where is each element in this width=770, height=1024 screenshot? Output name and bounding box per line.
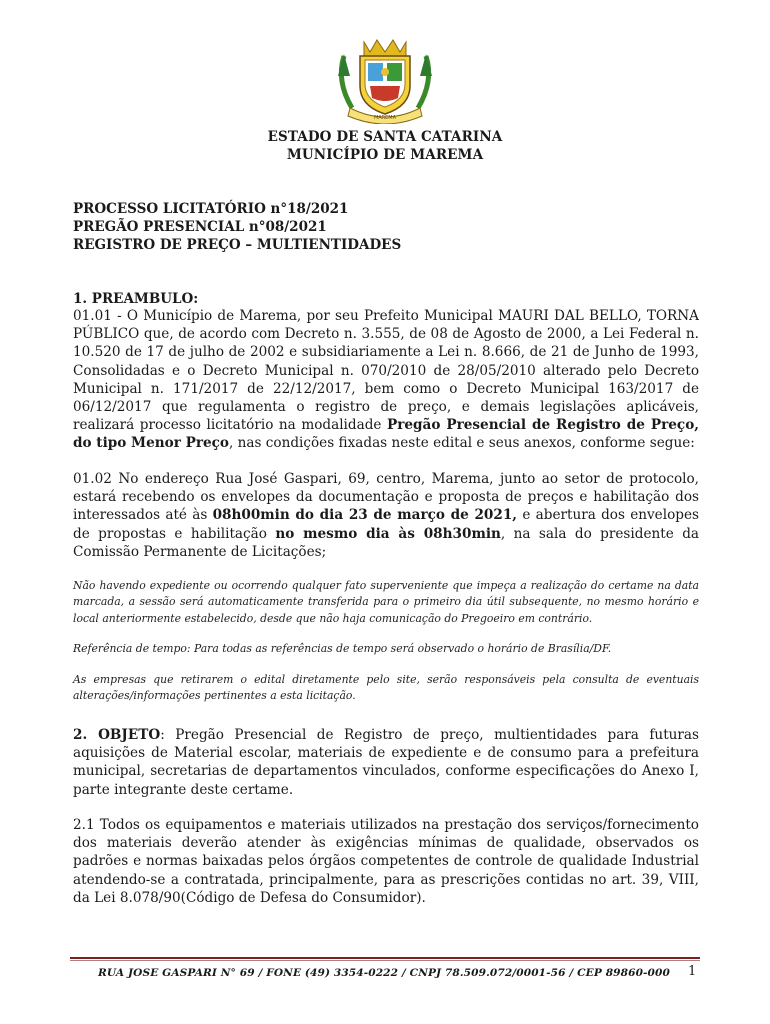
section-1-title: 1. PREAMBULO:	[73, 291, 199, 307]
municipality-heading: MUNICÍPIO DE MAREMA	[286, 147, 484, 163]
paragraph-01-02-text: 01.02 No endereço Rua José Gaspari, 69, centro, Marema, junto ao setor de protocolo, estará recebendo os envelopes da documentação e proposta de preços e habilitação dos interessados até às	[73, 471, 699, 524]
paragraph-01-01	[73, 307, 699, 453]
footer-divider	[70, 957, 700, 959]
note-no-office-hours: Não havendo expediente ou ocorrendo qualquer fato superveniente que impeça a realização do certame na data marcada, a sessão será automaticamente transferida para o primeiro dia útil subsequente, no mesmo horário e local anteriormente estabelecido, desde que não haja comunicação do Pregoeiro em contrário.	[73, 579, 699, 625]
section-2-title: 2. OBJETO	[73, 727, 161, 743]
crest-motto: MAREMA	[373, 115, 397, 121]
paragraph-01-01-text: 01.01 - O Município de Marema, por seu Prefeito Municipal MAURI DAL BELLO, TORNA PÚBLICO que, de acordo com Decreto n. 3.555, de 08 de Agosto de 2000, a Lei Federal n. 10.520 de 17 de julho de 2002 e subsidiariamente a Lei n. 8.666, de 21 de Junho de 1993, Consolidadas e o Decreto Municipal n. 070/2010 de 28/05/2010 alterado pelo Decreto Municipal n. 171/2017 de 22/12/2017, bem como o Decreto Municipal 163/2017 de 06/12/2017 que regulamenta o registro de preço, e demais legislações aplicáveis, realizará processo licitatório na modalidade	[73, 308, 699, 434]
note-time-reference: Referência de tempo: Para todas as referências de tempo será observado o horário de Brasília/DF.	[73, 642, 612, 655]
paragraph-2-1: 2.1 Todos os equipamentos e materiais utilizados na prestação dos serviços/fornecimento dos materiais deverão atender às exigências mínimas de qualidade, observados os padrões e normas baixadas pelos órgãos competentes de controle de qualidade Industrial atendendo-se a contratada, principalmente, para as prescrições contidas no art. 39, VIII, da Lei 8.078/90(Código de Defesa do Consumidor).	[73, 817, 699, 906]
paragraph-01-02-end: , na sala do presidente da Comissão Permanente de Licitações;	[73, 525, 699, 560]
process-number: PROCESSO LICITATÓRIO n°18/2021	[73, 201, 349, 217]
footer-address: RUA JOSE GASPARI N° 69 / FONE (49) 3354-0222 / CNPJ 78.509.072/0001-56 / CEP 89860-000	[98, 967, 670, 979]
registry-type: REGISTRO DE PREÇO – MULTIENTIDADES	[73, 237, 402, 253]
coat-of-arms-icon	[330, 36, 440, 124]
paragraph-01-01-end: , nas condições fixadas neste edital e seus anexos, conforme segue:	[228, 435, 695, 452]
section-2-text: : Pregão Presencial de Registro de preço, multientidades para futuras aquisições de Material escolar, materiais de expediente e de consumo para a prefeitura municipal, secretarias de departamentos vinculados, conforme especificações do Anexo I, parte integrante deste certame.	[73, 727, 699, 798]
paragraph-01-02-bold-time: no mesmo dia às 08h30min	[275, 525, 501, 542]
section-2-object	[73, 726, 699, 799]
paragraph-01-01-bold: Pregão Presencial de Registro de Preço, do tipo Menor Preço	[73, 417, 700, 452]
paragraph-01-02	[73, 470, 699, 561]
note-site-download: As empresas que retirarem o edital diretamente pelo site, serão responsáveis pela consulta de eventuais alterações/informações pertinentes a esta licitação.	[73, 673, 699, 703]
footer-divider-secondary	[70, 960, 700, 961]
pregao-number: PREGÃO PRESENCIAL n°08/2021	[73, 219, 327, 235]
page-number: 1	[688, 964, 697, 979]
paragraph-01-02-mid: e abertura dos envelopes de propostas e habilitação	[73, 507, 699, 542]
paragraph-01-02-bold-date: 08h00min do dia 23 de março de 2021,	[212, 507, 518, 524]
state-heading: ESTADO DE SANTA CATARINA	[267, 129, 503, 145]
